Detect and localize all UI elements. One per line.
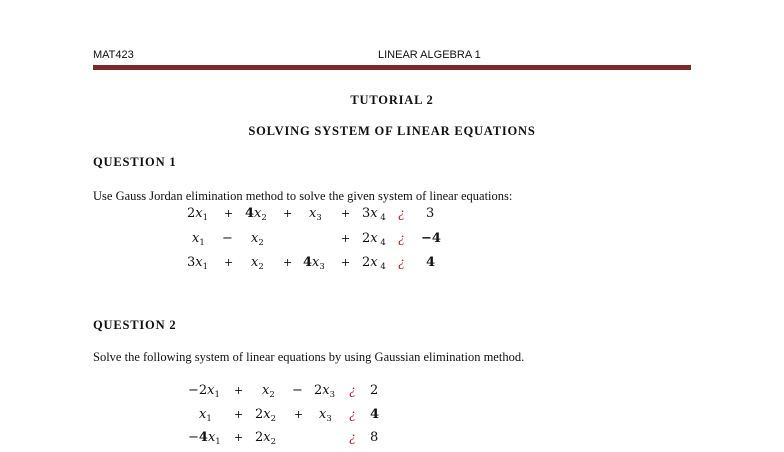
operator: + [283, 256, 293, 269]
term: 2x $_4$ [362, 231, 386, 248]
operator: + [234, 431, 244, 444]
term: $2x_3$ [314, 383, 336, 400]
tutorial-title: TUTORIAL 2 [350, 93, 434, 107]
rhs-value: 4 [370, 407, 380, 422]
term: 2x $_4$ [362, 255, 386, 272]
relation-symbol: ¿ [398, 231, 405, 246]
term: $2x_2$ [255, 430, 277, 447]
header-course-title: LINEAR ALGEBRA 1 [378, 49, 481, 61]
header-course-code: MAT423 [93, 49, 134, 61]
section-title: SOLVING SYSTEM OF LINEAR EQUATIONS [248, 124, 536, 138]
header-rule [93, 65, 691, 70]
operator: + [224, 207, 234, 220]
operator: + [294, 408, 304, 421]
operator: + [341, 256, 351, 269]
term: $2x_1$ [187, 206, 209, 223]
term: $-4x_1$ [188, 430, 221, 447]
term: $4x_2$ [245, 206, 267, 223]
relation-symbol: ¿ [349, 407, 356, 422]
operator: + [234, 384, 244, 397]
rhs-value: 4 [426, 255, 436, 270]
relation-symbol: ¿ [398, 206, 405, 221]
rhs-value: 3 [426, 206, 435, 221]
operator: + [341, 232, 351, 245]
operator: − [222, 231, 233, 246]
term: $4x_3$ [303, 255, 325, 272]
term: $2x_2$ [255, 407, 277, 424]
operator: + [234, 408, 244, 421]
operator: − [292, 383, 303, 398]
operator: + [283, 207, 293, 220]
operator: + [341, 207, 351, 220]
term: $3x_1$ [187, 255, 209, 272]
relation-symbol: ¿ [398, 255, 405, 270]
term: $-2x_1$ [188, 383, 220, 400]
question1-heading: QUESTION 1 [93, 155, 177, 169]
question2-heading: QUESTION 2 [93, 318, 177, 332]
rhs-value: 8 [370, 430, 379, 445]
rhs-value: −4 [421, 231, 441, 246]
relation-symbol: ¿ [349, 383, 356, 398]
question1-instruction: Use Gauss Jordan elimination method to solve the given system of linear equations: [93, 189, 513, 203]
term: $x_3$ [309, 206, 322, 223]
term: $x_2$ [251, 255, 264, 272]
term: $x_1$ [192, 231, 205, 248]
term: $x_2$ [251, 231, 264, 248]
question2-instruction: Solve the following system of linear equations by using Gaussian elimination method. [93, 350, 525, 364]
term: $x_3$ [319, 407, 332, 424]
operator: + [224, 256, 234, 269]
term: $x_2$ [262, 383, 275, 400]
term: 3x $_4$ [362, 206, 386, 223]
rhs-value: 2 [370, 383, 379, 398]
term: $x_1$ [199, 407, 212, 424]
relation-symbol: ¿ [349, 430, 356, 445]
